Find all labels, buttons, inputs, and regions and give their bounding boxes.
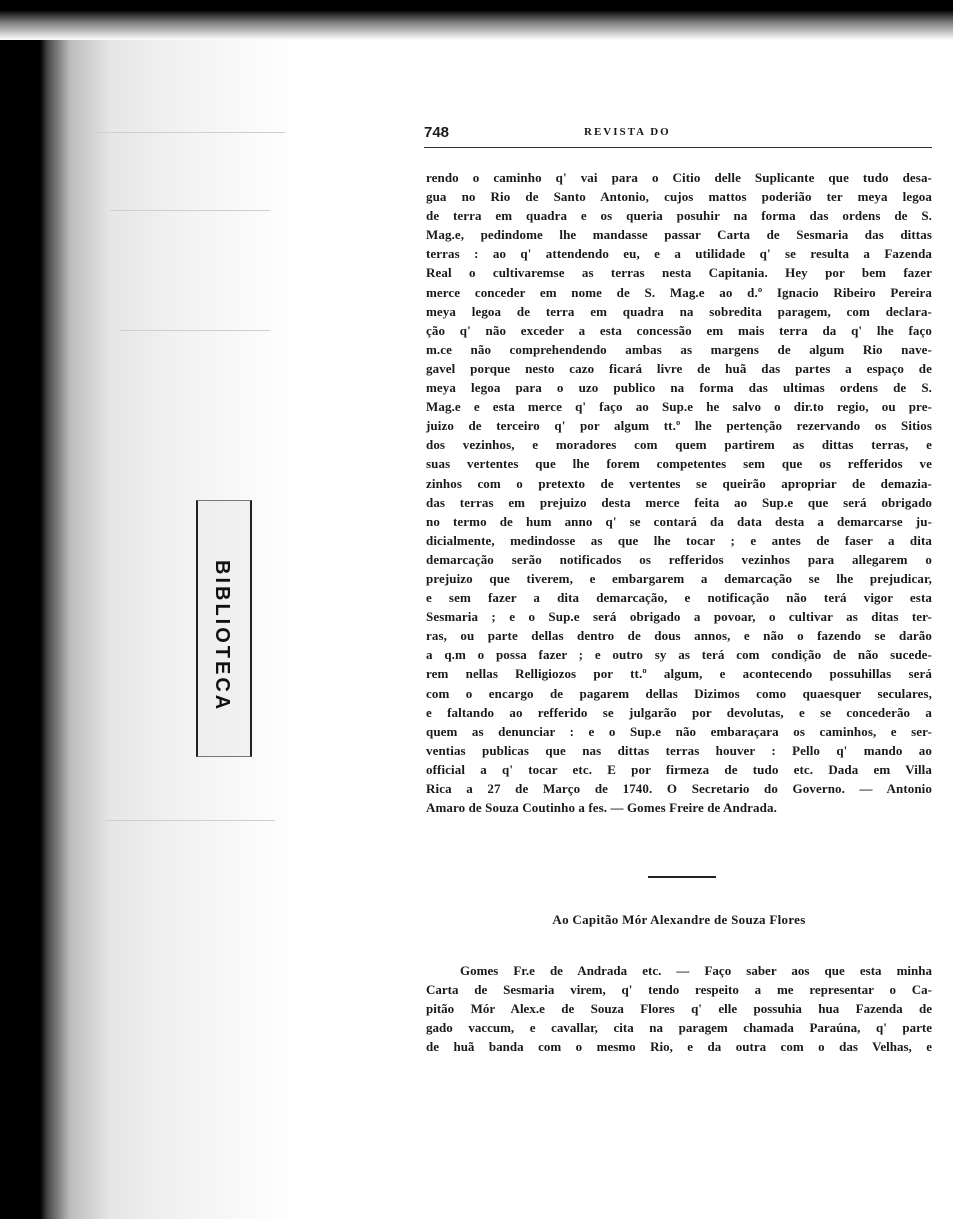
text-line: Mag.e, pedindome lhe mandasse passar Carta de Sesmaria das dittas	[426, 227, 932, 243]
bleed-through-line	[105, 820, 275, 821]
text-line: meya legoa para o uzo publico na forma das ultimas ordens de S.	[426, 380, 932, 396]
bleed-through-line	[95, 132, 285, 133]
section-separator	[648, 876, 716, 878]
text-line: das terras em prejuizo desta merce feita ao Sup.e que será obrigado	[426, 494, 932, 510]
text-line: Carta de Sesmaria virem, q' tendo respeito a me representar o Ca-	[426, 982, 932, 998]
running-head: REVISTA DO	[584, 126, 671, 138]
text-line: Amaro de Souza Coutinho a fes. — Gomes Freire de Andrada.	[426, 800, 777, 816]
text-line: terras : ao q' attendendo eu, e a utilidade q' se resulta a Fazenda	[426, 246, 932, 262]
text-line: Rica a 27 de Março de 1740. O Secretario do Governo. — Antonio	[426, 781, 932, 796]
text-line: ventias publicas que nas dittas terras houver : Pello q' mando ao	[426, 742, 932, 758]
text-line: demarcação serão notificados os refferidos vezinhos para allegarem o	[426, 551, 932, 567]
text-line: Mag.e e esta merce q' faço ao Sup.e he salvo o dir.to regio, ou pre-	[426, 399, 932, 415]
text-line: ção q' não exceder a esta concessão em mais terra da q' lhe faço	[426, 322, 932, 338]
text-line: m.ce não comprehendendo ambas as margens de algum Rio nave-	[426, 341, 932, 357]
text-line: dicialmente, medindosse as que lhe tocar ; e antes de faser a dita	[426, 532, 932, 548]
text-line: Gomes Fr.e de Andrada etc. — Faço saber aos que esta minha	[460, 963, 932, 978]
text-line: no termo de hum anno q' se contará da data desta a demarcarse ju-	[426, 513, 932, 529]
book-gutter-shadow	[0, 0, 300, 1219]
text-line: gado vaccum, e cavallar, cita na paragem chamada Paraúna, q' parte	[426, 1020, 932, 1036]
page-header	[424, 124, 932, 146]
text-line: dos vezinhos, e moradores com quem partirem as dittas terras, e	[426, 437, 932, 453]
text-line: e faltando ao refferido se julgarão por devolutas, e se concederão a	[426, 704, 932, 720]
text-line: Sesmaria ; e o Sup.e será obrigado a povoar, o cultivar as ditas ter-	[426, 609, 932, 625]
stamp-title: BIBLIOTECA	[211, 560, 233, 713]
sesmaria-text-2	[426, 961, 932, 1056]
text-line: com o encargo de pagarem dellas Dizimos como quaesquer seculares,	[426, 685, 932, 701]
text-line: suas vertentes que lhe forem competentes sem que os refferidos ve	[426, 456, 932, 472]
text-line: official a q' tocar etc. E por firmeza de tudo etc. Dada em Villa	[426, 761, 932, 777]
text-line: ras, ou parte dellas dentro de dous annos, e não o fazendo se darão	[426, 628, 932, 644]
text-line: prejuizo que tiverem, e embargarem a demarcação se lhe prejudicar,	[426, 570, 932, 586]
text-line: de huã banda com o mesmo Rio, e da outra com o das Velhas, e	[426, 1039, 932, 1055]
page-number: 748	[424, 124, 450, 141]
bleed-through-line	[120, 330, 270, 331]
text-line: e sem fazer a dita demarcação, e notificação não terá vigor esta	[426, 590, 932, 606]
text-line: Real o cultivaremse as terras nesta Capitania. Hey por bem fazer	[426, 265, 932, 281]
text-line: pitão Mór Alex.e de Souza Flores q' elle possuhia hua Fazenda de	[426, 1001, 932, 1017]
text-line: zinhos com o pretexto de vertentes se queirão apropriar de demazia-	[426, 475, 932, 491]
header-rule	[424, 147, 932, 148]
text-line: de terra em quadra e os queria posuhir na forma das ordens de S.	[426, 208, 932, 224]
bleed-through-line	[110, 210, 270, 211]
sesmaria-text-1	[426, 168, 932, 817]
text-line: a q.m o possa fazer ; e outro sy as terá com condição de não sucede-	[426, 647, 932, 663]
scan-top-shadow	[0, 0, 953, 40]
text-line: meya legoa de terra em quadra na sobredita paragem, com declara-	[426, 303, 932, 319]
text-line: juizo de terceiro q' por algum tt.º lhe pertenção rezervando os Sitios	[426, 418, 932, 434]
text-line: quem as denunciar : e o Sup.e não embaraçara os caminhos, e ser-	[426, 723, 932, 739]
text-line: rendo o caminho q' vai para o Citio delle Suplicante que tudo desa-	[426, 170, 932, 185]
text-line: gua no Rio de Santo Antonio, cujos mattos poderião ter meya legoa	[426, 189, 932, 205]
section-title: Ao Capitão Mór Alexandre de Souza Flores	[552, 912, 806, 927]
text-line: rem nellas Relligiozos por tt.º algum, e acontecendo possuhillas será	[426, 666, 932, 682]
text-line: gavel porque nesto cazo ficará livre de huã das partes a espaço de	[426, 360, 932, 376]
text-line: merce conceder em nome de S. Mag.e ao d.º Ignacio Ribeiro Pereira	[426, 284, 932, 300]
